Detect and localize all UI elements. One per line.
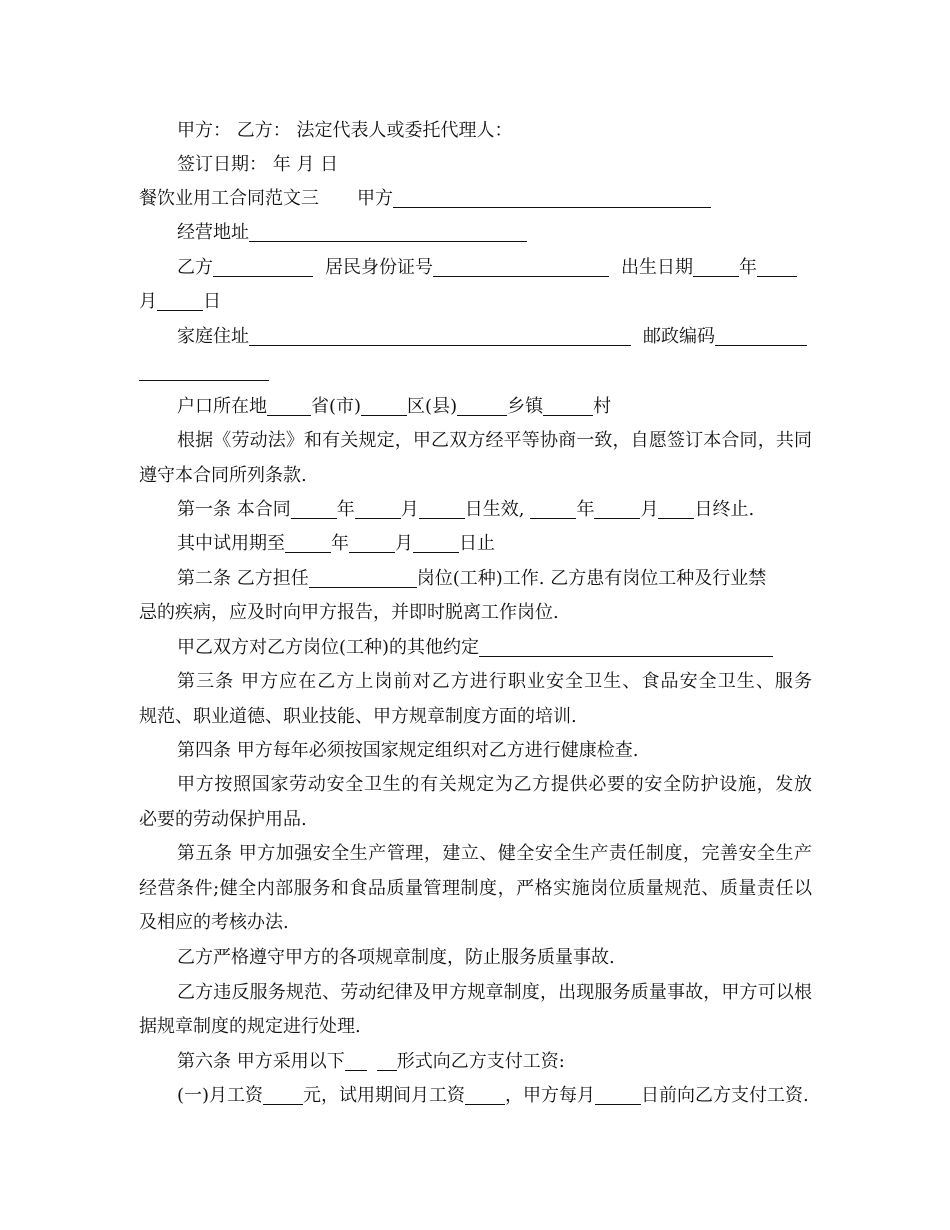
month-label: 月 <box>395 533 413 554</box>
postcode-blank <box>715 326 807 346</box>
wage-form-blank-1 <box>345 1051 367 1071</box>
monthly-wage-line <box>177 1082 812 1110</box>
village-blank <box>543 396 593 416</box>
home-address-blank <box>249 326 631 346</box>
probation-wage-blank <box>465 1085 505 1105</box>
article-2-label: 第二条 乙方担任 <box>177 568 309 589</box>
year-label: 年 <box>576 499 595 520</box>
township-label: 乡镇 <box>507 396 544 417</box>
business-address-label: 经营地址 <box>177 222 249 243</box>
post-blank <box>309 568 417 588</box>
postcode-label: 邮政编码 <box>643 326 715 347</box>
other-agreement-label: 甲乙双方对乙方岗位(工种)的其他约定 <box>177 637 480 658</box>
home-address-line <box>177 323 812 351</box>
home-address-label: 家庭住址 <box>177 326 249 347</box>
article-5-line-3: 及相应的考核办法. <box>139 912 289 933</box>
effective-label: 日生效, <box>464 499 525 520</box>
province-blank <box>267 396 311 416</box>
pay-day-blank <box>595 1085 641 1105</box>
preamble-line-2: 遵守本合同所列条款. <box>139 465 307 486</box>
article-2-line-1 <box>177 565 812 593</box>
month-label: 月 <box>139 291 157 312</box>
article-3-line-2: 规范、职业道德、职业技能、甲方规章制度方面的培训. <box>139 706 577 727</box>
article-3-line-1: 第三条 甲方应在乙方上岗前对乙方进行职业安全卫生、食品安全卫生、服务 <box>177 671 812 692</box>
business-address-line <box>177 219 812 247</box>
violation-line-1: 乙方违反服务规范、劳动纪律及甲方规章制度，出现服务质量事故，甲方可以根 <box>177 982 812 1003</box>
contract-title: 餐饮业用工合同范文三 <box>139 188 319 209</box>
district-blank <box>361 396 407 416</box>
birth-date-label: 出生日期 <box>621 257 693 278</box>
end-label: 日止 <box>459 533 495 554</box>
monthly-wage-label: (一)月工资 <box>177 1085 264 1106</box>
month-label: 月 <box>400 499 419 520</box>
township-blank <box>457 396 507 416</box>
compliance-line: 乙方严格遵守甲方的各项规章制度，防止服务质量事故. <box>177 947 615 968</box>
party-b-line <box>177 254 812 282</box>
probation-day-blank <box>413 533 459 553</box>
wage-form-blank-2 <box>377 1051 397 1071</box>
end-month-blank <box>594 499 640 519</box>
signature-line: 甲方： 乙方： 法定代表人或委托代理人： <box>177 120 513 141</box>
other-agreement-blank <box>479 637 773 657</box>
pay-text: 日前向乙方支付工资. <box>641 1085 809 1106</box>
probation-year-blank <box>285 533 331 553</box>
month-label: 月 <box>640 499 659 520</box>
contract-title-line <box>139 185 812 213</box>
province-label: 省(市) <box>311 396 362 417</box>
party-b-blank <box>213 257 313 277</box>
article-4-line: 第四条 甲方每年必须按国家规定组织对乙方进行健康检查. <box>177 740 639 761</box>
violation-line-2: 据规章制度的规定进行处理. <box>139 1016 361 1037</box>
safety-line-1: 甲方按照国家劳动安全卫生的有关规定为乙方提供必要的安全防护设施，发放 <box>177 774 812 795</box>
article-2-text: 岗位(工种)工作. 乙方患有岗位工种及行业禁 <box>416 568 767 589</box>
article-6-line <box>177 1048 812 1076</box>
id-number-label: 居民身份证号 <box>325 257 433 278</box>
end-day-blank <box>658 499 694 519</box>
village-label: 村 <box>593 396 612 417</box>
birth-date-continued-line <box>139 288 812 316</box>
start-day-blank <box>419 499 465 519</box>
article-2-line-2: 忌的疾病，应及时向甲方报告，并即时脱离工作岗位. <box>139 602 559 623</box>
probation-line <box>177 530 812 558</box>
district-label: 区(县) <box>407 396 458 417</box>
day-label: 日 <box>203 291 221 312</box>
id-number-blank <box>433 257 609 277</box>
postcode-blank-continued <box>139 361 269 381</box>
household-registration-line <box>177 393 812 421</box>
business-address-blank <box>249 222 527 242</box>
start-month-blank <box>355 499 401 519</box>
party-a-blank <box>393 188 711 208</box>
end-year-blank <box>530 499 576 519</box>
other-agreement-line <box>177 634 812 662</box>
birth-year-blank <box>693 257 739 277</box>
article-6-text: 形式向乙方支付工资: <box>396 1051 565 1072</box>
preamble-line-1: 根据《劳动法》和有关规定，甲乙双方经平等协商一致，自愿签订本合同，共同 <box>177 430 812 451</box>
party-a-label: 甲方 <box>357 188 393 209</box>
article-5-line-1: 第五条 甲方加强安全生产管理，建立、健全安全生产责任制度，完善安全生产 <box>177 843 812 864</box>
probation-label: 其中试用期至 <box>177 533 285 554</box>
party-b-label: 乙方 <box>177 257 213 278</box>
postcode-continued-line <box>139 358 812 386</box>
article-1-line <box>177 496 812 524</box>
birth-day-blank <box>157 291 203 311</box>
probation-wage-label: 元，试用期间月工资 <box>303 1085 466 1106</box>
year-label: 年 <box>331 533 349 554</box>
article-5-line-2: 经营条件;健全内部服务和食品质量管理制度，严格实施岗位质量规范、质量责任以 <box>139 878 812 899</box>
safety-line-2: 必要的劳动保护用品. <box>139 809 307 830</box>
termination-label: 日终止. <box>694 499 755 520</box>
year-label: 年 <box>336 499 355 520</box>
household-label: 户口所在地 <box>177 396 267 417</box>
article-1-label: 第一条 本合同 <box>177 499 291 520</box>
monthly-wage-blank <box>263 1085 303 1105</box>
year-label: 年 <box>739 257 757 278</box>
article-6-label: 第六条 甲方采用以下 <box>177 1051 345 1072</box>
probation-month-blank <box>349 533 395 553</box>
pay-day-label: ，甲方每月 <box>505 1085 596 1106</box>
sign-date-line: 签订日期： 年 月 日 <box>177 154 339 175</box>
start-year-blank <box>291 499 337 519</box>
birth-month-blank <box>757 257 797 277</box>
